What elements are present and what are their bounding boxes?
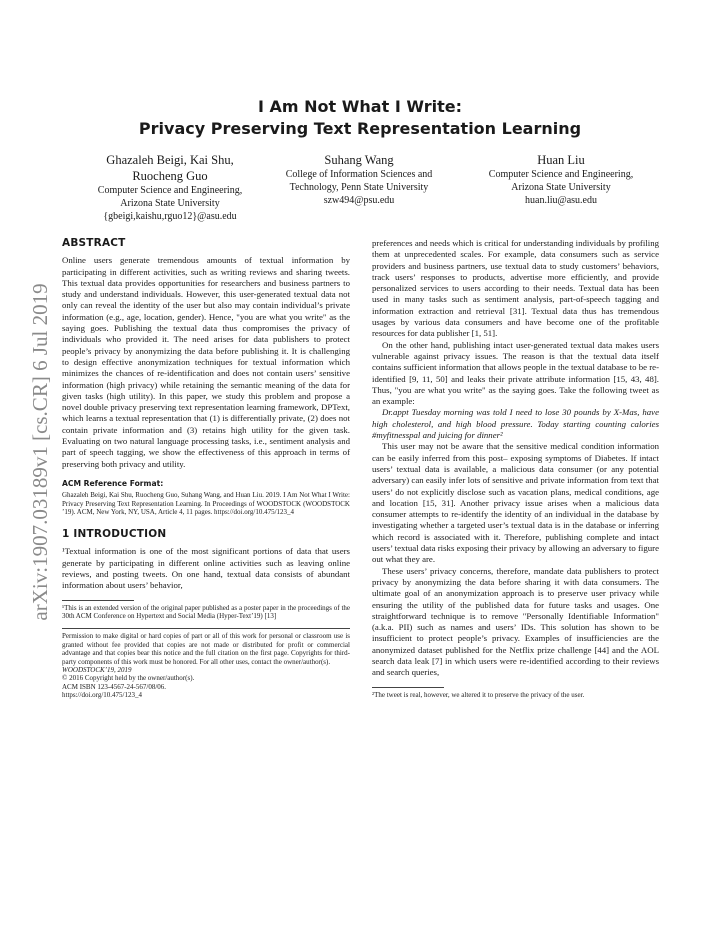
isbn-line: ACM ISBN 123-4567-24-567/08/06. [62, 682, 167, 691]
footnote-rule [62, 600, 134, 601]
author-names: Ghazaleh Beigi, Kai Shu, Ruocheng Guo [106, 153, 234, 183]
author-affiliation: College of Information Sciences and Technology, Penn State University szw494@psu.edu [285, 169, 433, 206]
title-line-1: I Am Not What I Write: [258, 97, 462, 116]
author-names: Huan Liu [537, 153, 585, 167]
permission-rule [62, 628, 350, 629]
right-paragraph-4: These users’ privacy concerns, therefore, mandate data publishers to protect privacy by anonymizing the data before sharing it with data consumers. The ultimate goal of an anonymization approach is to preserve user privacy while ensuring the utility of the published data for future tasks and usages. One straightforward technique is to remove "Personally Identifiable Information" (a.k.a. PII) such as names and users’ IDs. This solution has shown to be insufficient to protect people’s privacy. Examples of insufficiencies are the anonymized dataset published for the Netflix prize challenge [44] and the AOL search data leak [7] in which users were re-identified according to their reviews and search queries, [372, 565, 659, 678]
example-tweet: Dr.appt Tuesday morning was told I need to lose 30 pounds by X-Mas, have high cholesterol, and high blood pressure. Today starting counting calories #myfitnesspal and juicing for dinner² [372, 407, 659, 441]
right-paragraph-2: On the other hand, publishing intact user-generated textual data makes users vulnerable against privacy issues. The reason is that the textual data itself contains sufficient information that allows people in the textual database to be re-identified [9, 11, 50] and leaks their private attribute information [15, 43, 48]. Thus, "you are what you write" as the saying goes. Take the following tweet as an example: [372, 339, 659, 407]
author-block-2 [266, 152, 452, 207]
doi-link[interactable]: https://doi.org/10.475/123_4 [62, 691, 142, 700]
acm-reference-heading: ACM Reference Format: [62, 478, 164, 488]
introduction-heading: 1 INTRODUCTION [62, 528, 167, 541]
title-line-2: Privacy Preserving Text Representation Learning [138, 119, 582, 138]
intro-paragraph: ¹Textual information is one of the most significant portions of data that users generate by participating in different online activities such as leaving online reviews, and posting tweets. On one hand, textual data consists of abundant information about users’ behavior, [62, 546, 350, 591]
footnote-rule [372, 687, 444, 688]
right-column [372, 238, 659, 699]
left-column [62, 238, 350, 700]
author-affiliation: Computer Science and Engineering, Arizona State University {gbeigi,kaishu,rguo12}@asu.edu [97, 185, 243, 222]
abstract-text: Online users generate tremendous amounts of textual information by participating in different activities, such as writing reviews and sharing tweets. This textual data provides opportunities for researchers and business partners to study and understand individuals. However, this user-generated textual data not only can reveal the identity of the user but also may contain individual’s private information (e.g., age, location, gender). Hence, "you are what you write" as the saying goes. Publishing the textual data thus compromises the privacy of individuals who provided it. The need arises for data publishers to protect people’s privacy by anonymizing the data before publishing it. It is challenging to design effective anonymization techniques for textual information which minimizes the chances of re-identification and does not contain users’ sensitive information (high privacy) while retaining the semantic meaning of the data for given tasks (high utility). In this paper, we study this problem and propose a novel double privacy preserving text representation learning framework, DPText, which learns a textual representation that (1) is differentially private, (2) does not contain private information and (3) retains high utility for the given task. Evaluating on two natural language processing tasks, i.e., sentiment analysis and part of speech tagging, we show the effectiveness of this approach in terms of preserving both privacy and utility. [62, 255, 350, 469]
author-block-1 [70, 152, 270, 223]
footnote-2: ²The tweet is real, however, we altered it to preserve the privacy of the user. [372, 690, 585, 699]
author-block-3 [462, 152, 660, 207]
paper-title [62, 96, 658, 140]
venue-line: WOODSTOCK’19, 2019 [62, 665, 132, 674]
right-paragraph-3: This user may not be aware that the sensitive medical condition information can be easily inferred from this post– exposing symptoms of Diabetes. If intact users’ textual data is available, a malicious data consumer (or any potential adversary) can easily infer lots of sensitive and private information from text that users’ do not explicitly disclose such as vacation plans, medical conditions, age and location [15, 31]. Another privacy issue arises when a malicious data consumer attempts to re-identify the identity of an individual in the database by investigating whether a targeted user’s textual data is in the database or inferring which record is associated with it. Therefore, publishing complete and intact users’ textual data risks exposing their privacy by allowing an adversary to figure out what they are. [372, 441, 659, 565]
permission-text: Permission to make digital or hard copies of part or all of this work for personal or classroom use is granted without fee provided that copies are not made or distributed for profit or commercial advantage and that copies bear this notice and the full citation on the first page. Copyrights for third-party components of this work must be honored. For all other uses, contact the owner/author(s). [62, 632, 350, 666]
copyright-line: © 2016 Copyright held by the owner/author(s). [62, 674, 195, 683]
right-paragraph-1: preferences and needs which is critical for understanding individuals by profiling them at unprecedented scales. For example, data consumers such as service providers and business partners, use textual data to study customers’ behaviors, track users’ responses to products, advertise more efficiently, and provide personalized services to users according to their needs. Textual data has been used in many tasks such as sentiment analysis, part-of-speech tagging and information extraction and retrieval [31]. Textual data thus has tremendous usages by various data consumers and have become one of the profitable resources for data publisher [1, 51]. [372, 238, 659, 339]
abstract-heading: ABSTRACT [62, 237, 126, 249]
footnote-1: ¹This is an extended version of the original paper published as a poster paper in the proceedings of the 30th ACM Conference on Hypertext and Social Media (Hyper-Text’19) [13] [62, 603, 350, 620]
arxiv-identifier: arXiv:1907.03189v1 [cs.CR] 6 Jul 2019 [28, 283, 52, 621]
author-names: Suhang Wang [324, 153, 394, 167]
acm-reference-text: Ghazaleh Beigi, Kai Shu, Ruocheng Guo, Suhang Wang, and Huan Liu. 2019. I Am Not What I Write: Privacy Preserving Text Representation Learning. In Proceedings of WOODSTOCK (WOODSTOCK ’19). ACM, New York, NY, USA, Article 4, 11 pages. https://doi.org/10.475/123_4 [62, 491, 350, 517]
author-affiliation: Computer Science and Engineering, Arizona State University huan.liu@asu.edu [488, 169, 634, 206]
